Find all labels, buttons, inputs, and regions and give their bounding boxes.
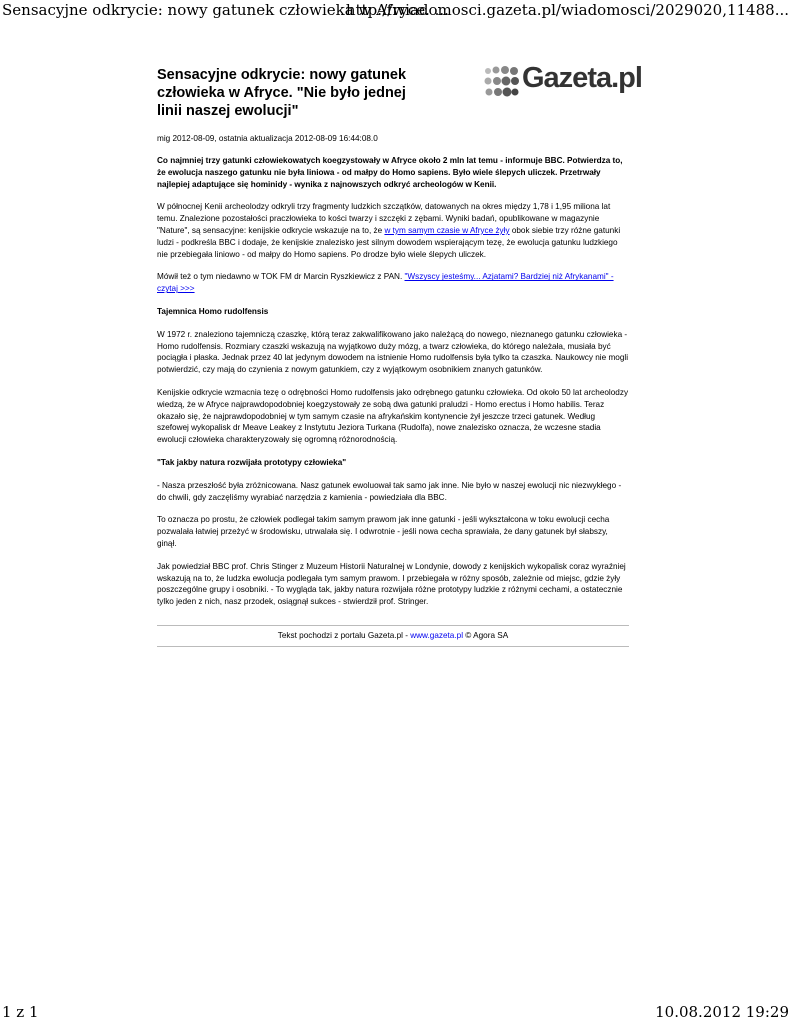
paragraph-text: Mówił też o tym niedawno w TOK FM dr Marcin Ryszkiewicz z PAN. xyxy=(157,272,405,282)
source-footer xyxy=(157,625,629,647)
article-paragraph-2 xyxy=(157,271,629,295)
article-paragraph-1 xyxy=(157,201,629,260)
copyright-text: © Agora SA xyxy=(463,630,509,640)
dots-grid-icon xyxy=(484,66,520,98)
source-text: Tekst pochodzi z portalu Gazeta.pl - xyxy=(277,630,411,640)
print-page-title: Sensacyjne odkrycie: nowy gatunek człowieka w Afryce. ... xyxy=(2,1,449,19)
paragraph-text: obok siebie trzy różne gatunki ludzi - podkreśla BBC i dodaje, że kenijskie znalezisko jest silnym dowodem wspierającym tezę, że ewolucja gatunku ludzkiego nie przebiegała liniowo - od małpy do Homo sapiens. Po drodze było wiele ślepych uliczek. xyxy=(157,225,621,259)
article xyxy=(157,62,642,647)
article-paragraph-6: To oznacza po prostu, że człowiek podlegał takim samym prawom jak inne gatunki - jeśli wykształcona w toku ewolucji cecha pozwalała łatwiej przeżyć w środowisku, utrwalała się. I odwrotnie - jeśli nowa cecha sprawiała, że dany gatunek był słabszy, ginął. xyxy=(157,515,610,548)
print-header xyxy=(0,0,791,22)
section-heading: "Tak jakby natura rozwijała prototypy człowieka" xyxy=(157,457,347,467)
page-number: 1 z 1 xyxy=(2,1003,39,1021)
print-datetime: 10.08.2012 19:29 xyxy=(655,1003,789,1021)
article-paragraph-3: W 1972 r. znaleziono tajemniczą czaszkę, którą teraz zakwalifikowano jako należącą do nowego, nieznanego gatunku człowieka - Homo rudolfensis. Rozmiary czaszki wskazują na wyjątkowo duży mózg, a twarz człowieka, do którego należała, musiała być pociągła i płaska. Jednak przez 40 lat jedynym dowodem na istnienie Homo rudolfensis była tylko ta czaszka. Naukowcy nie mogli potwierdzić, czy mają do czynienia z nowym gatunkiem, czy z wyjątkowym osobnikiem znanych gatunków. xyxy=(157,329,629,375)
paragraph-text: W północnej Kenii archeolodzy odkryli trzy fragmenty ludzkich szczątków, datowanych na okres między 1,78 i 1,95 miliona lat temu. Znalezione pozostałości praczłowieka to kości twarzy i szczęki z zębami. Wyniki badań, opublikowane w magazynie "Nature", są sensacyjne: kenijskie odkrycie wskazuje na to, że xyxy=(157,202,611,235)
article-lead: Co najmniej trzy gatunki człowiekowatych koegzystowały w Afryce około 2 mln lat temu - informuje BBC. Potwierdza to, że ewolucja naszego gatunku nie była liniowa - od małpy do Homo sapiens. Było wiele ślepych uliczek. Przetrwały najlepiej adaptujące się hominidy - wynika z najnowszych odkryć archeologów w Kenii. xyxy=(157,156,623,189)
article-headline: Sensacyjne odkrycie: nowy gatunek człowieka w Afryce. "Nie było jednej linii naszej ewolucji" xyxy=(157,67,407,119)
article-paragraph-5: - Nasza przeszłość była zróżnicowana. Nasz gatunek ewoluował tak samo jak inne. Nie było w naszej ewolucji nic niezwykłego - do chwili, gdy zaczęliśmy wyrabiać narzędzia z kamienia - powiedziała dla BBC. xyxy=(157,480,622,502)
section-heading: Tajemnica Homo rudolfensis xyxy=(157,306,269,316)
gazeta-logo xyxy=(484,62,642,100)
gazeta-link[interactable]: www.gazeta.pl xyxy=(410,630,464,640)
print-page-url: http://wiadomosci.gazeta.pl/wiadomosci/2029020,11488... xyxy=(345,1,789,19)
article-paragraph-7: Jak powiedział BBC prof. Chris Stinger z Muzeum Historii Naturalnej w Londynie, dowody z kenijskich wykopalisk coraz wyraźniej wskazują na to, że ludzka ewolucja podlegała tym samym prawom. I przebiegała w różny sposób, zależnie od miejsc, gdzie żyły poszczególne grupy i osobniki. - To wygląda tak, jakby natura rozwijała różne prototypy ludzkie z różnymi cechami, a ostatecznie tylko jeden z nich, nasz przodek, osiągnął sukces - stwierdził prof. Stringer. xyxy=(157,561,626,607)
inline-link[interactable]: w tym samym czasie w Afryce żyły xyxy=(384,225,510,235)
related-article-link[interactable]: "Wszyscy jesteśmy... Azjatami? Bardziej niż Afrykanami" - czytaj >>> xyxy=(157,272,614,294)
article-meta: mig 2012-08-09, ostatnia aktualizacja 2012-08-09 16:44:08.0 xyxy=(157,134,378,143)
logo-wordmark: Gazeta.pl xyxy=(522,62,642,94)
article-paragraph-4: Kenijskie odkrycie wzmacnia tezę o odrębności Homo rudolfensis jako odrębnego gatunku człowieka. Od około 50 lat archeolodzy wiedzą, że w Afryce najprawdopodobniej koegzystowały ze sobą dwa gatunki praludzi - Homo erectus i Homo habilis. Teraz okazało się, że najprawdopodobniej w tym samym czasie na afrykańskim kontynencie żył jeszcze trzeci gatunek. Według szefowej wykopalisk dr Meave Leakey z Instytutu Jeziora Turkana (Rudolfa), nowe znalezisko oznacza, że wczesne stadia ewolucji człowieka charakteryzowały się ogromną różnorodnością. xyxy=(157,387,629,445)
print-footer xyxy=(0,1002,791,1024)
